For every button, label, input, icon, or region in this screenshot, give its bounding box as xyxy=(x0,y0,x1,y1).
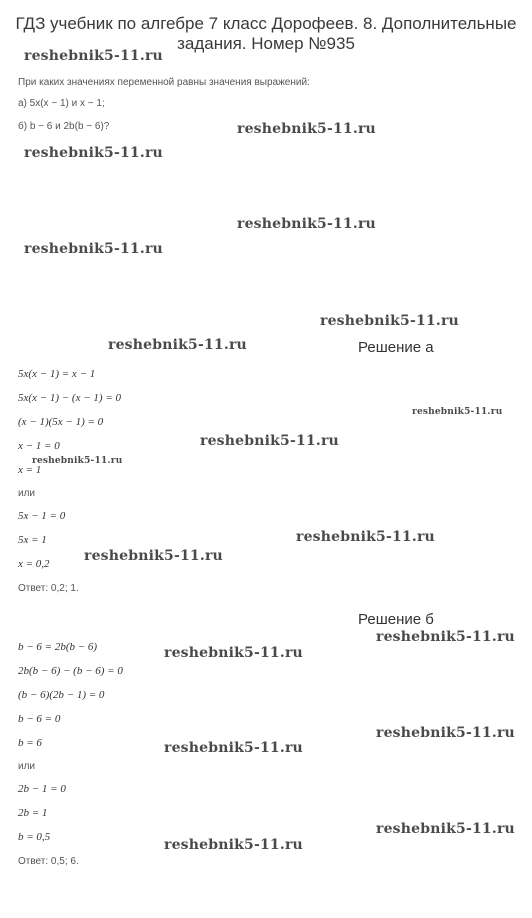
watermark: reshebnik5-11.ru xyxy=(164,645,303,661)
solution-b-line: b − 6 = 2b(b − 6) xyxy=(18,641,98,653)
solution-a-answer: Ответ: 0,2; 1. xyxy=(18,583,79,594)
solution-b-heading: Решение б xyxy=(358,611,434,628)
solution-b-line: или xyxy=(18,761,36,772)
watermark: reshebnik5-11.ru xyxy=(24,48,163,64)
question-item-b: б) b − 6 и 2b(b − 6)? xyxy=(18,121,110,132)
solution-a-line: 5x − 1 = 0 xyxy=(18,510,66,522)
watermark: reshebnik5-11.ru xyxy=(164,740,303,756)
solution-b-line: 2b(b − 6) − (b − 6) = 0 xyxy=(18,665,123,677)
page-title: ГДЗ учебник по алгебре 7 класс Дорофеев. 8. Дополнительные задания. Номер №935 xyxy=(15,14,517,53)
question-item-a: а) 5x(x − 1) и x − 1; xyxy=(18,98,105,109)
watermark: reshebnik5-11.ru xyxy=(164,837,303,853)
solution-a-line: 5x = 1 xyxy=(18,534,47,546)
watermark: reshebnik5-11.ru xyxy=(376,725,515,741)
solution-a-line: x = 1 xyxy=(18,464,42,476)
question-intro: При каких значениях переменной равны значения выражений: xyxy=(18,77,310,88)
watermark: reshebnik5-11.ru xyxy=(320,313,459,329)
watermark: reshebnik5-11.ru xyxy=(296,529,435,545)
watermark: reshebnik5-11.ru xyxy=(376,821,515,837)
watermark: reshebnik5-11.ru xyxy=(376,629,515,645)
solution-b-line: 2b − 1 = 0 xyxy=(18,783,66,795)
watermark: reshebnik5-11.ru xyxy=(32,456,123,466)
watermark: reshebnik5-11.ru xyxy=(84,548,223,564)
watermark: reshebnik5-11.ru xyxy=(24,145,163,161)
watermark: reshebnik5-11.ru xyxy=(24,241,163,257)
solution-a-line: x − 1 = 0 xyxy=(18,440,60,452)
watermark: reshebnik5-11.ru xyxy=(412,407,503,417)
solution-b-line: (b − 6)(2b − 1) = 0 xyxy=(18,689,105,701)
solution-b-line: b − 6 = 0 xyxy=(18,713,61,725)
solution-a-line: или xyxy=(18,488,36,499)
watermark: reshebnik5-11.ru xyxy=(108,337,247,353)
solution-a-heading: Решение а xyxy=(358,339,434,356)
solution-a-line: 5x(x − 1) − (x − 1) = 0 xyxy=(18,392,121,404)
watermark: reshebnik5-11.ru xyxy=(237,121,376,137)
solution-b-line: b = 0,5 xyxy=(18,831,51,843)
watermark: reshebnik5-11.ru xyxy=(237,216,376,232)
solution-a-line: x = 0,2 xyxy=(18,558,50,570)
watermark: reshebnik5-11.ru xyxy=(200,433,339,449)
solution-b-answer: Ответ: 0,5; 6. xyxy=(18,856,79,867)
solution-b-line: b = 6 xyxy=(18,737,42,749)
solution-a-line: (x − 1)(5x − 1) = 0 xyxy=(18,416,104,428)
solution-a-line: 5x(x − 1) = x − 1 xyxy=(18,368,96,380)
solution-b-line: 2b = 1 xyxy=(18,807,48,819)
